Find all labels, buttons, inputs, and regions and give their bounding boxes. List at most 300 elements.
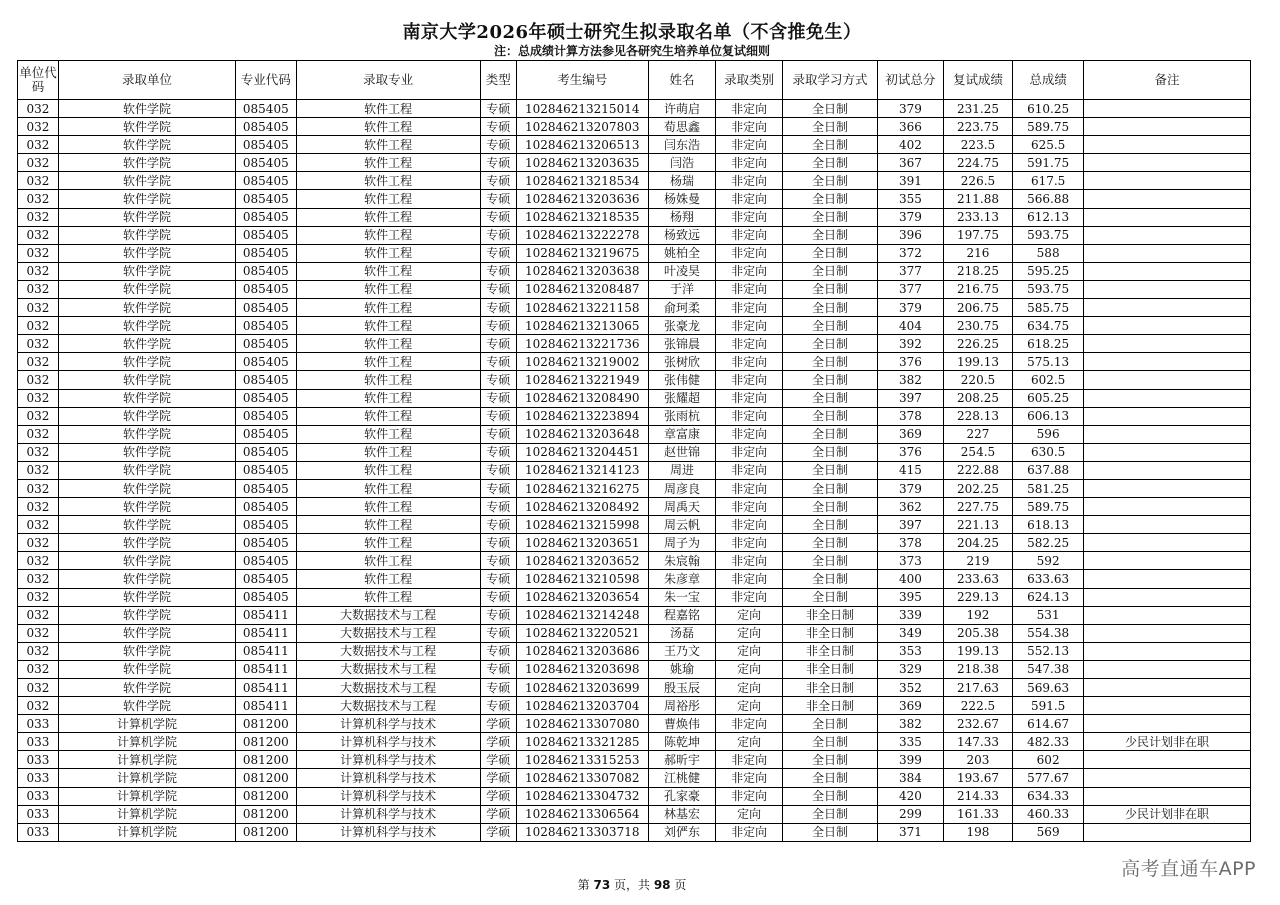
- table-cell: 102846213203636: [516, 190, 648, 208]
- table-cell: 专硕: [480, 317, 516, 335]
- table-header-row: [18, 61, 1251, 100]
- table-cell: 杨致远: [648, 226, 716, 244]
- table-cell: 非定向: [716, 136, 783, 154]
- table-cell: 非定向: [716, 208, 783, 226]
- table-cell: 085405: [236, 407, 296, 425]
- table-cell: 397: [878, 389, 944, 407]
- table-cell: [1083, 100, 1250, 118]
- table-cell: 233.63: [943, 570, 1013, 588]
- table-cell: 定向: [716, 606, 783, 624]
- table-cell: 102846213222278: [516, 226, 648, 244]
- table-row: [18, 389, 1251, 407]
- table-cell: 081200: [236, 733, 296, 751]
- table-row: [18, 552, 1251, 570]
- table-cell: 102846213203698: [516, 660, 648, 678]
- table-cell: [1083, 479, 1250, 497]
- table-cell: 软件学院: [58, 262, 235, 280]
- table-cell: [1083, 624, 1250, 642]
- table-cell: 085405: [236, 353, 296, 371]
- table-cell: 大数据技术与工程: [296, 660, 480, 678]
- table-cell: 085405: [236, 479, 296, 497]
- table-cell: 588: [1013, 244, 1084, 262]
- table-cell: 602.5: [1013, 371, 1084, 389]
- table-cell: 张树欣: [648, 353, 716, 371]
- table-cell: 软件工程: [296, 280, 480, 298]
- table-cell: 曹焕伟: [648, 715, 716, 733]
- table-cell: 软件学院: [58, 461, 235, 479]
- table-cell: 630.5: [1013, 443, 1084, 461]
- table-cell: 102846213216275: [516, 479, 648, 497]
- table-cell: 102846213203699: [516, 679, 648, 697]
- table-cell: 329: [878, 660, 944, 678]
- table-cell: 专硕: [480, 425, 516, 443]
- table-cell: 软件工程: [296, 389, 480, 407]
- table-cell: 367: [878, 154, 944, 172]
- table-cell: 软件学院: [58, 226, 235, 244]
- table-cell: 周云帆: [648, 516, 716, 534]
- table-cell: 633.63: [1013, 570, 1084, 588]
- table-cell: 软件学院: [58, 498, 235, 516]
- table-cell: 大数据技术与工程: [296, 642, 480, 660]
- table-cell: 355: [878, 190, 944, 208]
- table-cell: 193.67: [943, 769, 1013, 787]
- table-cell: 032: [18, 190, 59, 208]
- table-cell: 404: [878, 317, 944, 335]
- table-cell: 全日制: [782, 733, 877, 751]
- table-row: [18, 299, 1251, 317]
- table-cell: 非全日制: [782, 642, 877, 660]
- table-cell: 非定向: [716, 118, 783, 136]
- table-cell: 学硕: [480, 787, 516, 805]
- table-cell: 软件工程: [296, 118, 480, 136]
- table-cell: 计算机学院: [58, 715, 235, 733]
- table-cell: 102846213203648: [516, 425, 648, 443]
- table-cell: [1083, 136, 1250, 154]
- table-cell: 216: [943, 244, 1013, 262]
- table-row: [18, 588, 1251, 606]
- table-cell: 102846213215014: [516, 100, 648, 118]
- table-cell: 全日制: [782, 823, 877, 841]
- table-cell: 专硕: [480, 389, 516, 407]
- table-cell: 陈乾坤: [648, 733, 716, 751]
- table-cell: 全日制: [782, 353, 877, 371]
- table-cell: 软件工程: [296, 461, 480, 479]
- table-cell: 非定向: [716, 823, 783, 841]
- table-cell: 专硕: [480, 534, 516, 552]
- table-cell: 全日制: [782, 479, 877, 497]
- table-cell: 非定向: [716, 335, 783, 353]
- table-cell: 376: [878, 443, 944, 461]
- table-cell: [1083, 371, 1250, 389]
- table-row: [18, 823, 1251, 841]
- table-cell: 081200: [236, 715, 296, 733]
- table-row: [18, 317, 1251, 335]
- table-cell: 229.13: [943, 588, 1013, 606]
- column-header: 类型: [480, 61, 516, 100]
- table-row: [18, 498, 1251, 516]
- table-cell: 102846213304732: [516, 787, 648, 805]
- table-cell: 非定向: [716, 715, 783, 733]
- table-cell: 大数据技术与工程: [296, 679, 480, 697]
- table-cell: 软件学院: [58, 389, 235, 407]
- table-cell: [1083, 534, 1250, 552]
- table-cell: 379: [878, 100, 944, 118]
- table-cell: 081200: [236, 823, 296, 841]
- table-cell: 全日制: [782, 208, 877, 226]
- table-cell: 专硕: [480, 660, 516, 678]
- table-cell: 081200: [236, 805, 296, 823]
- footer-suffix: 页: [670, 878, 687, 892]
- table-cell: 208.25: [943, 389, 1013, 407]
- table-cell: 377: [878, 262, 944, 280]
- table-cell: 032: [18, 317, 59, 335]
- table-cell: [1083, 606, 1250, 624]
- table-cell: 定向: [716, 697, 783, 715]
- table-cell: 计算机科学与技术: [296, 715, 480, 733]
- table-cell: 032: [18, 570, 59, 588]
- table-cell: 专硕: [480, 407, 516, 425]
- table-cell: 少民计划非在职: [1083, 805, 1250, 823]
- table-cell: 周子为: [648, 534, 716, 552]
- table-cell: 161.33: [943, 805, 1013, 823]
- table-cell: 专硕: [480, 642, 516, 660]
- current-page-number: 73: [593, 878, 611, 892]
- table-cell: 软件学院: [58, 479, 235, 497]
- column-header: 姓名: [648, 61, 716, 100]
- table-cell: 全日制: [782, 552, 877, 570]
- table-cell: 定向: [716, 733, 783, 751]
- table-cell: 102846213203686: [516, 642, 648, 660]
- table-cell: 全日制: [782, 172, 877, 190]
- table-cell: [1083, 244, 1250, 262]
- table-cell: [1083, 118, 1250, 136]
- table-cell: 学硕: [480, 769, 516, 787]
- table-cell: 非定向: [716, 751, 783, 769]
- table-row: [18, 461, 1251, 479]
- table-cell: 032: [18, 226, 59, 244]
- table-cell: 软件学院: [58, 624, 235, 642]
- table-cell: 222.88: [943, 461, 1013, 479]
- table-cell: 585.75: [1013, 299, 1084, 317]
- table-cell: 395: [878, 588, 944, 606]
- column-header: 备注: [1083, 61, 1250, 100]
- table-cell: 335: [878, 733, 944, 751]
- table-cell: 周彦良: [648, 479, 716, 497]
- table-cell: 非定向: [716, 498, 783, 516]
- table-cell: 软件工程: [296, 154, 480, 172]
- table-cell: 全日制: [782, 244, 877, 262]
- table-cell: 非定向: [716, 479, 783, 497]
- watermark: 高考直通车APP: [1121, 858, 1256, 880]
- table-cell: 591.5: [1013, 697, 1084, 715]
- table-cell: 软件学院: [58, 172, 235, 190]
- table-cell: 殷玉辰: [648, 679, 716, 697]
- table-cell: 软件学院: [58, 425, 235, 443]
- table-cell: 张锦晨: [648, 335, 716, 353]
- table-cell: 033: [18, 787, 59, 805]
- table-cell: 全日制: [782, 100, 877, 118]
- table-row: [18, 443, 1251, 461]
- table-cell: 593.75: [1013, 226, 1084, 244]
- table-cell: 102846213219002: [516, 353, 648, 371]
- table-cell: 计算机学院: [58, 769, 235, 787]
- table-cell: 222.5: [943, 697, 1013, 715]
- table-body: [18, 100, 1251, 842]
- table-cell: 专硕: [480, 208, 516, 226]
- table-row: [18, 534, 1251, 552]
- table-cell: 杨瑞: [648, 172, 716, 190]
- table-cell: 软件学院: [58, 280, 235, 298]
- table-cell: 计算机科学与技术: [296, 751, 480, 769]
- table-cell: [1083, 769, 1250, 787]
- table-cell: 荀思鑫: [648, 118, 716, 136]
- table-cell: 032: [18, 679, 59, 697]
- table-cell: 531: [1013, 606, 1084, 624]
- table-cell: 032: [18, 407, 59, 425]
- table-cell: 全日制: [782, 787, 877, 805]
- table-cell: 软件学院: [58, 642, 235, 660]
- table-cell: 软件学院: [58, 244, 235, 262]
- table-cell: 郝昕宇: [648, 751, 716, 769]
- table-cell: 软件工程: [296, 262, 480, 280]
- column-header: 录取专业: [296, 61, 480, 100]
- table-row: [18, 733, 1251, 751]
- table-cell: 032: [18, 425, 59, 443]
- table-cell: 102846213303718: [516, 823, 648, 841]
- table-cell: 非定向: [716, 172, 783, 190]
- table-cell: 420: [878, 787, 944, 805]
- table-cell: 216.75: [943, 280, 1013, 298]
- table-cell: 102846213223894: [516, 407, 648, 425]
- table-cell: 339: [878, 606, 944, 624]
- table-cell: 专硕: [480, 498, 516, 516]
- table-cell: 非定向: [716, 244, 783, 262]
- table-cell: 032: [18, 534, 59, 552]
- table-cell: 刘俨东: [648, 823, 716, 841]
- table-cell: 392: [878, 335, 944, 353]
- table-row: [18, 262, 1251, 280]
- table-cell: 非定向: [716, 769, 783, 787]
- table-cell: 085411: [236, 606, 296, 624]
- table-cell: 王乃文: [648, 642, 716, 660]
- table-cell: 085405: [236, 154, 296, 172]
- table-cell: 软件工程: [296, 443, 480, 461]
- table-cell: 专硕: [480, 443, 516, 461]
- table-cell: 618.25: [1013, 335, 1084, 353]
- table-cell: 闫浩: [648, 154, 716, 172]
- table-cell: 计算机科学与技术: [296, 823, 480, 841]
- table-cell: 计算机学院: [58, 805, 235, 823]
- table-cell: 605.25: [1013, 389, 1084, 407]
- table-cell: 032: [18, 389, 59, 407]
- table-cell: 102846213210598: [516, 570, 648, 588]
- table-cell: 085405: [236, 371, 296, 389]
- table-cell: 软件工程: [296, 190, 480, 208]
- table-row: [18, 516, 1251, 534]
- table-cell: 102846213203704: [516, 697, 648, 715]
- table-cell: 软件学院: [58, 353, 235, 371]
- table-cell: [1083, 461, 1250, 479]
- table-cell: 软件工程: [296, 335, 480, 353]
- table-cell: 软件学院: [58, 588, 235, 606]
- table-cell: 634.75: [1013, 317, 1084, 335]
- table-cell: 大数据技术与工程: [296, 606, 480, 624]
- table-cell: 085405: [236, 570, 296, 588]
- table-cell: 计算机科学与技术: [296, 733, 480, 751]
- table-cell: 专硕: [480, 552, 516, 570]
- table-cell: 软件学院: [58, 660, 235, 678]
- table-cell: 软件学院: [58, 679, 235, 697]
- table-cell: 085405: [236, 443, 296, 461]
- table-cell: 专硕: [480, 353, 516, 371]
- table-cell: 402: [878, 136, 944, 154]
- table-cell: 085405: [236, 280, 296, 298]
- table-cell: 376: [878, 353, 944, 371]
- table-cell: 102846213207803: [516, 118, 648, 136]
- table-cell: 软件工程: [296, 425, 480, 443]
- table-cell: 624.13: [1013, 588, 1084, 606]
- table-cell: 软件学院: [58, 317, 235, 335]
- table-cell: 206.75: [943, 299, 1013, 317]
- table-row: [18, 660, 1251, 678]
- table-cell: 382: [878, 715, 944, 733]
- table-row: [18, 154, 1251, 172]
- table-cell: 085405: [236, 516, 296, 534]
- table-cell: 定向: [716, 642, 783, 660]
- table-cell: 软件工程: [296, 570, 480, 588]
- table-cell: 085411: [236, 679, 296, 697]
- table-cell: 085405: [236, 461, 296, 479]
- table-cell: 227.75: [943, 498, 1013, 516]
- table-cell: 218.25: [943, 262, 1013, 280]
- table-cell: 617.5: [1013, 172, 1084, 190]
- table-cell: 102846213208490: [516, 389, 648, 407]
- table-cell: 226.25: [943, 335, 1013, 353]
- table-cell: 非定向: [716, 280, 783, 298]
- table-cell: 软件学院: [58, 407, 235, 425]
- table-cell: 非定向: [716, 787, 783, 805]
- table-cell: 415: [878, 461, 944, 479]
- table-cell: 江桃健: [648, 769, 716, 787]
- table-cell: 032: [18, 588, 59, 606]
- table-cell: 专硕: [480, 624, 516, 642]
- table-cell: 全日制: [782, 280, 877, 298]
- table-cell: 非定向: [716, 588, 783, 606]
- table-cell: 学硕: [480, 715, 516, 733]
- table-cell: 085405: [236, 552, 296, 570]
- column-header: 录取学习方式: [782, 61, 877, 100]
- table-cell: 102846213208487: [516, 280, 648, 298]
- table-cell: 非定向: [716, 425, 783, 443]
- table-cell: [1083, 317, 1250, 335]
- table-cell: 102846213214248: [516, 606, 648, 624]
- table-cell: 618.13: [1013, 516, 1084, 534]
- table-cell: 全日制: [782, 715, 877, 733]
- table-cell: 102846213221736: [516, 335, 648, 353]
- table-cell: 全日制: [782, 317, 877, 335]
- table-cell: 102846213218535: [516, 208, 648, 226]
- table-cell: 625.5: [1013, 136, 1084, 154]
- table-cell: 085405: [236, 100, 296, 118]
- table-cell: 专硕: [480, 461, 516, 479]
- column-header: 复试成绩: [943, 61, 1013, 100]
- table-cell: 全日制: [782, 534, 877, 552]
- table-cell: 软件学院: [58, 208, 235, 226]
- table-cell: 全日制: [782, 425, 877, 443]
- table-cell: 专硕: [480, 697, 516, 715]
- table-row: [18, 118, 1251, 136]
- table-cell: 全日制: [782, 371, 877, 389]
- table-cell: [1083, 208, 1250, 226]
- table-cell: [1083, 280, 1250, 298]
- table-cell: 384: [878, 769, 944, 787]
- table-cell: 软件学院: [58, 299, 235, 317]
- table-cell: [1083, 787, 1250, 805]
- table-cell: 230.75: [943, 317, 1013, 335]
- table-cell: 专硕: [480, 299, 516, 317]
- table-cell: [1083, 751, 1250, 769]
- table-cell: [1083, 154, 1250, 172]
- table-cell: 102846213219675: [516, 244, 648, 262]
- table-cell: 软件工程: [296, 516, 480, 534]
- table-cell: 032: [18, 172, 59, 190]
- admission-table: [17, 60, 1251, 842]
- table-cell: 369: [878, 697, 944, 715]
- table-cell: 姚瑜: [648, 660, 716, 678]
- table-row: [18, 280, 1251, 298]
- table-cell: 非定向: [716, 299, 783, 317]
- table-row: [18, 642, 1251, 660]
- table-cell: 085405: [236, 244, 296, 262]
- table-cell: [1083, 516, 1250, 534]
- table-cell: 叶凌昊: [648, 262, 716, 280]
- table-cell: 102846213203635: [516, 154, 648, 172]
- table-row: [18, 172, 1251, 190]
- table-cell: 软件工程: [296, 172, 480, 190]
- table-cell: 非定向: [716, 317, 783, 335]
- column-header: 专业代码: [236, 61, 296, 100]
- table-cell: 软件学院: [58, 136, 235, 154]
- table-cell: [1083, 443, 1250, 461]
- table-cell: 孔家豪: [648, 787, 716, 805]
- column-header: 初试总分: [878, 61, 944, 100]
- table-cell: 专硕: [480, 226, 516, 244]
- table-row: [18, 335, 1251, 353]
- table-cell: 非全日制: [782, 679, 877, 697]
- table-cell: 软件学院: [58, 335, 235, 353]
- table-cell: 032: [18, 335, 59, 353]
- table-cell: 577.67: [1013, 769, 1084, 787]
- table-cell: 软件学院: [58, 118, 235, 136]
- table-cell: 计算机学院: [58, 733, 235, 751]
- table-cell: 397: [878, 516, 944, 534]
- table-cell: 于洋: [648, 280, 716, 298]
- table-cell: 软件学院: [58, 697, 235, 715]
- table-cell: 专硕: [480, 172, 516, 190]
- table-cell: 033: [18, 769, 59, 787]
- table-cell: 专硕: [480, 154, 516, 172]
- table-cell: 程嘉铭: [648, 606, 716, 624]
- table-cell: 569.63: [1013, 679, 1084, 697]
- table-cell: 102846213306564: [516, 805, 648, 823]
- table-cell: 400: [878, 570, 944, 588]
- document-title: 南京大学2026年硕士研究生拟录取名单（不含推免生）: [402, 22, 862, 43]
- table-cell: [1083, 498, 1250, 516]
- table-cell: [1083, 190, 1250, 208]
- table-cell: 199.13: [943, 642, 1013, 660]
- table-cell: 专硕: [480, 280, 516, 298]
- table-cell: 专硕: [480, 136, 516, 154]
